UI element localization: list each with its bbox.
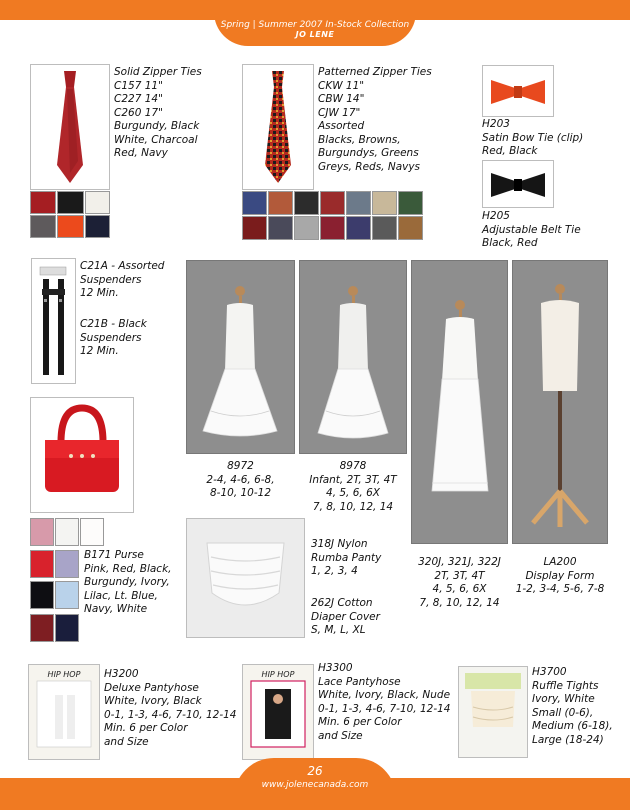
diaper-text: 262J Cotton Diaper Cover S, M, L, XL [311, 597, 380, 636]
color-swatch [85, 191, 110, 214]
suspenders-b-text: C21B - Black Suspenders 12 Min. [80, 318, 147, 357]
color-swatch [242, 216, 267, 240]
page-number: 26 [307, 764, 323, 778]
purse-photo [30, 397, 134, 513]
color-swatch [372, 216, 397, 240]
panty-text: 318J Nylon Rumba Panty 1, 2, 3, 4 [311, 538, 382, 577]
suspenders-a-text: C21A - Assorted Suspenders 12 Min. [80, 260, 165, 299]
color-swatch [80, 518, 104, 546]
color-swatch [30, 191, 56, 214]
purse-text: B171 Purse Pink, Red, Black, Burgundy, Ivory, Lilac, Lt. Blue, Navy, White [84, 549, 172, 615]
petticoat-8972-photo [186, 260, 295, 454]
color-swatch [346, 191, 371, 215]
h3300-text: H3300 Lace Pantyhose White, Ivory, Black, Nude 0-1, 1-3, 4-6, 7-10, 12-14 Min. 6 per Color and Size [318, 662, 451, 742]
slip-dress-photo [411, 260, 508, 544]
slip-text: 320J, 321J, 322J 2T, 3T, 4T 4, 5, 6, 6X 7, 8, 10, 12, 14 [418, 556, 501, 609]
color-swatch [57, 215, 84, 238]
color-swatch [268, 216, 293, 240]
color-swatch [30, 581, 54, 609]
color-swatch [55, 581, 79, 609]
hip-hop-label: HIP HOP [47, 670, 81, 679]
color-swatch [30, 550, 54, 578]
p8978-text: 8978 Infant, 2T, 3T, 4T 4, 5, 6, 6X 7, 8, 10, 12, 14 [309, 460, 397, 513]
h3200-text: H3200 Deluxe Pantyhose White, Ivory, Black 0-1, 1-3, 4-6, 7-10, 12-14 Min. 6 per Color and Size [104, 668, 237, 748]
brand-logo: JO LENE [295, 30, 335, 39]
patterned-ties-text: Patterned Zipper Ties CKW 11" CBW 14" CJW 17" Assorted Blacks, Browns, Burgundys, Greens Greys, Reds, Navys [318, 66, 432, 173]
color-swatch [346, 216, 371, 240]
belt-tie-photo [482, 160, 554, 208]
color-swatch [294, 216, 319, 240]
rumba-panty-photo [186, 518, 305, 638]
petticoat-8978-photo [299, 260, 407, 454]
deluxe-pantyhose-photo [28, 664, 100, 760]
website-url: www.jolenecanada.com [261, 780, 369, 790]
satin-bow-tie-photo [482, 65, 554, 117]
color-swatch [320, 191, 345, 215]
color-swatch [85, 215, 110, 238]
suspenders-photo [31, 258, 76, 384]
h203-text: H203 Satin Bow Tie (clip) Red, Black [482, 118, 584, 157]
color-swatch [30, 518, 54, 546]
color-swatch [55, 518, 79, 546]
color-swatch [398, 216, 423, 240]
h3700-text: H3700 Ruffle Tights Ivory, White Small (0-6), Medium (6-18), Large (18-24) [532, 666, 613, 746]
color-swatch [398, 191, 423, 215]
color-swatch [30, 215, 56, 238]
color-swatch [57, 191, 84, 214]
ruffle-tights-photo [458, 666, 528, 758]
hip-hop-label: HIP HOP [261, 670, 295, 679]
color-swatch [294, 191, 319, 215]
display-form-photo [512, 260, 608, 544]
la200-text: LA200 Display Form 1-2, 3-4, 5-6, 7-8 [515, 556, 605, 595]
color-swatch [55, 550, 79, 578]
color-swatch [55, 614, 79, 642]
color-swatch [268, 191, 293, 215]
color-swatch [242, 191, 267, 215]
p8972-text: 8972 2-4, 4-6, 6-8, 8-10, 10-12 [206, 460, 275, 499]
catalog-title: Spring | Summer 2007 In-Stock Collection [220, 20, 410, 30]
h205-text: H205 Adjustable Belt Tie Black, Red [482, 210, 581, 249]
color-swatch [372, 191, 397, 215]
color-swatch [30, 614, 54, 642]
lace-pantyhose-photo [242, 664, 314, 760]
color-swatch [320, 216, 345, 240]
solid-tie-photo [30, 64, 110, 190]
patterned-tie-photo [242, 64, 314, 190]
solid-ties-text: Solid Zipper Ties C157 11" C227 14" C260 17" Burgundy, Black White, Charcoal Red, Navy [114, 66, 202, 159]
